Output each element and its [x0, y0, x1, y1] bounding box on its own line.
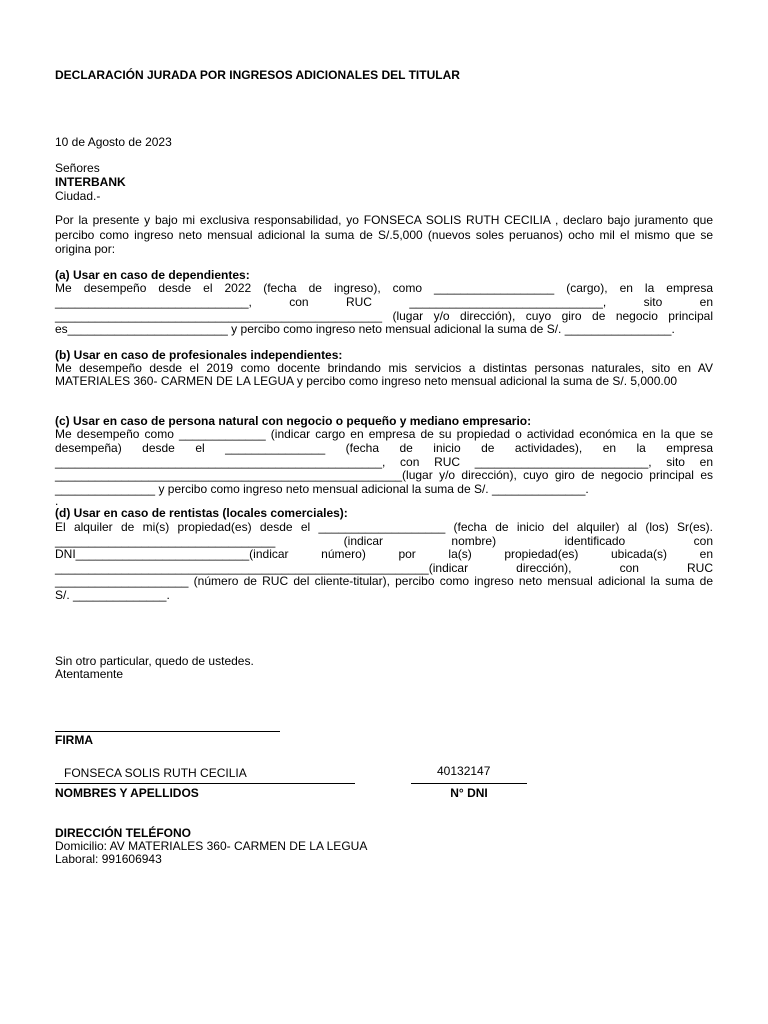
section-d-line: _________________________________ (indicar nombre) identificado con [55, 534, 713, 548]
firma-label: FIRMA [55, 733, 93, 747]
section-d-line: S/. ______________. [55, 588, 170, 602]
full-name-value: FONSECA SOLIS RUTH CECILIA [64, 766, 247, 780]
section-c-heading: (c) Usar en caso de persona natural con negocio o pequeño y mediano empresario: [55, 414, 532, 428]
section-b-line: MATERIALES 360- CARMEN DE LA LEGUA y percibo como ingreso neto mensual adicional la suma de S/. 5,000.00 [55, 374, 678, 388]
section-a-line: es________________________ y percibo como ingreso neto mensual adicional la suma de S/. ________________. [55, 322, 675, 336]
addressee-city: Ciudad.- [55, 189, 101, 203]
intro-line: percibo como ingreso neto mensual adicional la suma de S/.5,000 (nuevos soles peruanos) ocho mil el mismo que se [55, 228, 713, 242]
contact-heading: DIRECCIÓN TELÉFONO [55, 826, 192, 840]
dni-value: 40132147 [437, 764, 491, 778]
closing-line: Sin otro particular, quedo de ustedes. [55, 654, 254, 668]
section-c-trailing-dot: . [55, 494, 59, 508]
firma-signature-line [55, 731, 280, 732]
section-c-line: _________________________________________________, con RUC __________________________, sito en [55, 455, 713, 469]
section-a-heading: (a) Usar en caso de dependientes: [55, 268, 250, 282]
addressee-greeting: Señores [55, 161, 100, 175]
section-d-line: ________________________________________________________(indicar dirección), con RUC [55, 561, 713, 575]
section-b-heading: (b) Usar en caso de profesionales independientes: [55, 348, 343, 362]
section-a-line: _________________________________________________ (lugar y/o dirección), cuyo giro de negocio principal [55, 309, 713, 323]
section-c-line: desempeña) desde el _______________ (fecha de inicio de actividades), en la empresa [55, 441, 713, 455]
section-d-heading: (d) Usar en caso de rentistas (locales comerciales): [55, 506, 348, 520]
full-name-label: NOMBRES Y APELLIDOS [55, 786, 199, 800]
section-d-line: El alquiler de mi(s) propiedad(es) desde el ___________________ (fecha de inicio del alquiler) al (los) Sr(es). [55, 520, 713, 534]
section-c-line: _______________ y percibo como ingreso neto mensual adicional la suma de S/. ______________. [55, 482, 589, 496]
full-name-line [55, 783, 355, 784]
section-c-line: Me desempeño como _____________ (indicar cargo en empresa de su propiedad o actividad económica en la que se [55, 427, 713, 441]
intro-line: origina por: [55, 242, 116, 256]
closing-signoff: Atentamente [55, 667, 124, 681]
contact-domicilio: Domicilio: AV MATERIALES 360- CARMEN DE LA LEGUA [55, 839, 368, 853]
section-d-line: ____________________ (número de RUC del cliente-titular), percibo como ingreso neto mensual adicional la suma de [55, 574, 713, 588]
section-b-line: Me desempeño desde el 2019 como docente brindando mis servicios a distintas personas naturales, sito en AV [55, 361, 713, 375]
section-c-line: ____________________________________________________(lugar y/o dirección), cuyo giro de negocio principal es [55, 468, 713, 482]
section-d-line: DNI__________________________(indicar número) por la(s) propiedad(es) ubicada(s) en [55, 547, 713, 561]
section-a-line: _____________________________, con RUC _____________________________, sito en [55, 295, 713, 309]
document-date: 10 de Agosto de 2023 [55, 135, 172, 149]
dni-label: N° DNI [450, 786, 488, 800]
section-a-line: Me desempeño desde el 2022 (fecha de ingreso), como __________________ (cargo), en la empresa [55, 281, 713, 295]
dni-line [411, 783, 527, 784]
contact-laboral: Laboral: 991606943 [55, 852, 162, 866]
intro-line: Por la presente y bajo mi exclusiva responsabilidad, yo FONSECA SOLIS RUTH CECILIA , declaro bajo juramento que [55, 213, 713, 227]
document-title: DECLARACIÓN JURADA POR INGRESOS ADICIONALES DEL TITULAR [55, 68, 460, 82]
addressee-bank: INTERBANK [55, 175, 126, 189]
